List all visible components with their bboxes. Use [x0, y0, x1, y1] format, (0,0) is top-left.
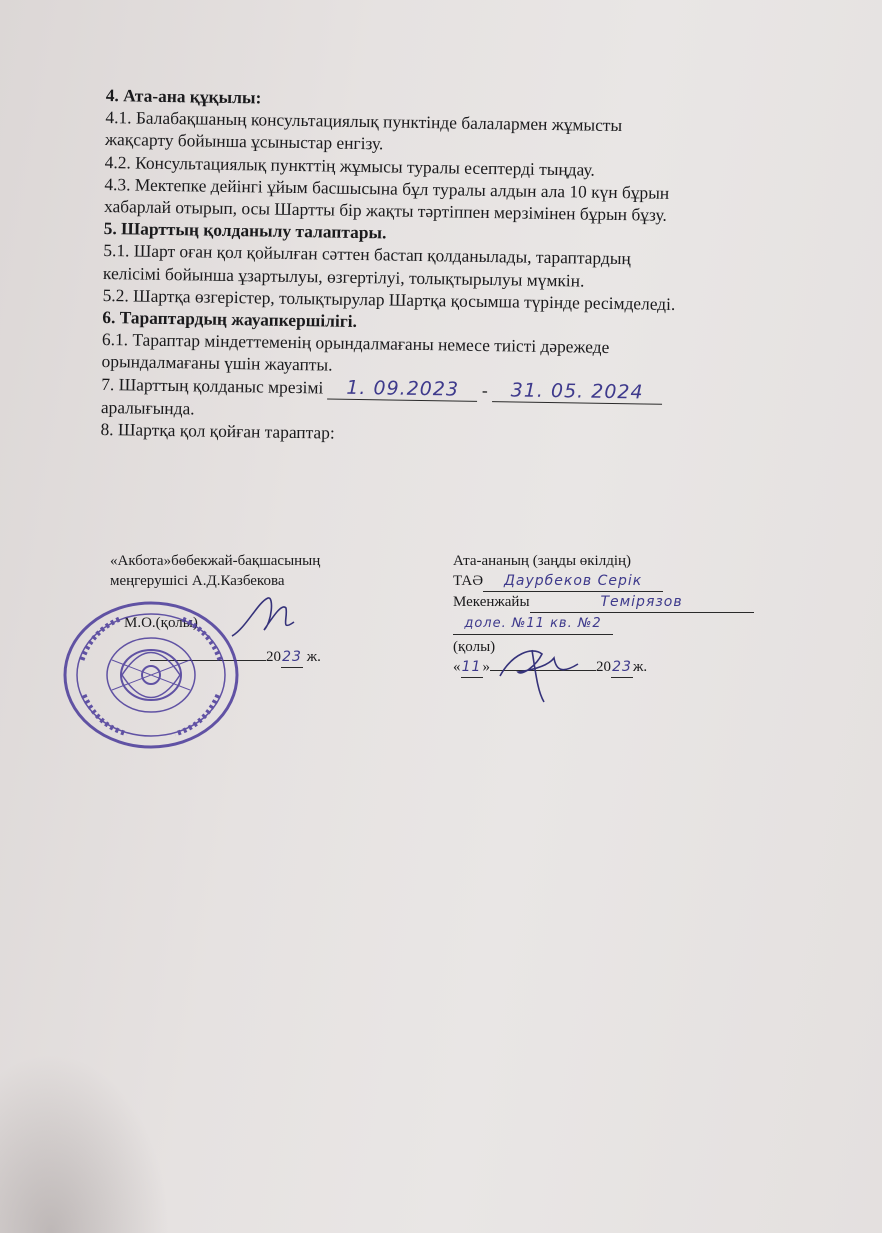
- clause-7-suffix: аралығында.: [100, 396, 195, 419]
- clause-4-1-line2: жақсарту бойынша ұсыныстар енгізу.: [104, 129, 384, 154]
- address-line-2: доле. №11 кв. №2: [453, 614, 613, 635]
- quote-close: »: [482, 659, 490, 675]
- clause-4-1-line1: 4.1. Балабақшаның консультациялық пунктінде балалармен жұмысты: [105, 107, 623, 136]
- parent-address-row-2: [453, 613, 754, 635]
- address-label: Мекенжайы: [453, 594, 530, 610]
- parent-signature-icon: [492, 636, 584, 706]
- parent-address-row: [453, 592, 754, 613]
- fio-label: ТАӘ: [453, 573, 484, 589]
- stamp-signature-label: М.О.(қолы): [124, 615, 198, 631]
- clause-5-1-line2: келісімі бойынша ұзартылуы, өзгертілуі, толықтырылуы мүмкін.: [102, 262, 585, 291]
- clause-5-2: 5.2. Шартқа өзгерістер, толықтырулар Шартқа қосымша түрінде ресімделеді.: [102, 284, 676, 314]
- parent-day-hand: 11: [461, 657, 483, 678]
- clause-4-2: 4.2. Консультациялық пункттің жұмысы туралы есептерді тыңдау.: [104, 151, 595, 180]
- term-end-date: 31. 05. 2024: [492, 379, 662, 405]
- clause-6-1-line2: орындалмағаны үшін жауапты.: [101, 351, 333, 376]
- parent-sign-label: (қолы): [453, 639, 496, 655]
- term-start-date: 1. 09.2023: [327, 376, 477, 402]
- parent-title: Ата-ананың (заңды өкілдің): [453, 553, 632, 569]
- parent-fio-row: [453, 571, 754, 592]
- clause-5-1-line1: 5.1. Шарт оған қол қойылған сәттен бастап қолданылады, тараптардың: [103, 240, 631, 269]
- section-8-label: 8. Шартқа қол қойған тараптар:: [100, 419, 335, 443]
- kindergarten-year-suffix: ж.: [303, 649, 321, 665]
- term-dash: -: [481, 379, 488, 400]
- parent-year-prefix: 20: [596, 659, 611, 675]
- section-4-heading: 4. Ата-ана құқылы:: [105, 84, 262, 108]
- head-signature-icon: [228, 592, 298, 644]
- kindergarten-year-hand: 23: [281, 647, 303, 668]
- state-emblem-seal-icon: [62, 600, 240, 750]
- quote-open: «: [453, 659, 461, 675]
- address-line-1: Темірязов: [530, 592, 754, 613]
- contract-text: [100, 84, 846, 452]
- clause-6-1-line1: 6.1. Тараптар міндеттеменің орындалмағаны немесе тиісті дәрежеде: [101, 329, 610, 358]
- kindergarten-name: «Акбота»бөбекжай-бақшасының: [110, 553, 321, 569]
- head-name: меңгерушісі А.Д.Казбекова: [110, 573, 285, 589]
- clause-4-3-line1: 4.3. Мектепке дейінгі ұйым басшысына бұл туралы алдын ала 10 күн бұрын: [104, 173, 670, 203]
- section-5-heading: 5. Шарттың қолданылу талаптары.: [103, 218, 387, 243]
- section-6-heading: 6. Тараптардың жауапкершілігі.: [102, 307, 358, 331]
- parent-year-hand: 23: [611, 657, 633, 678]
- parent-year-suffix: ж.: [633, 659, 648, 675]
- fio-value: Даурбеков Серік: [483, 571, 663, 592]
- kindergarten-year-prefix: 20: [266, 649, 281, 665]
- clause-4-3-line2: хабарлай отырып, осы Шартты бір жақты тәртіппен мерзімінен бұрын бұзу.: [103, 196, 667, 225]
- clause-7-label: 7. Шарттың қолданыс мрезімі: [101, 373, 324, 398]
